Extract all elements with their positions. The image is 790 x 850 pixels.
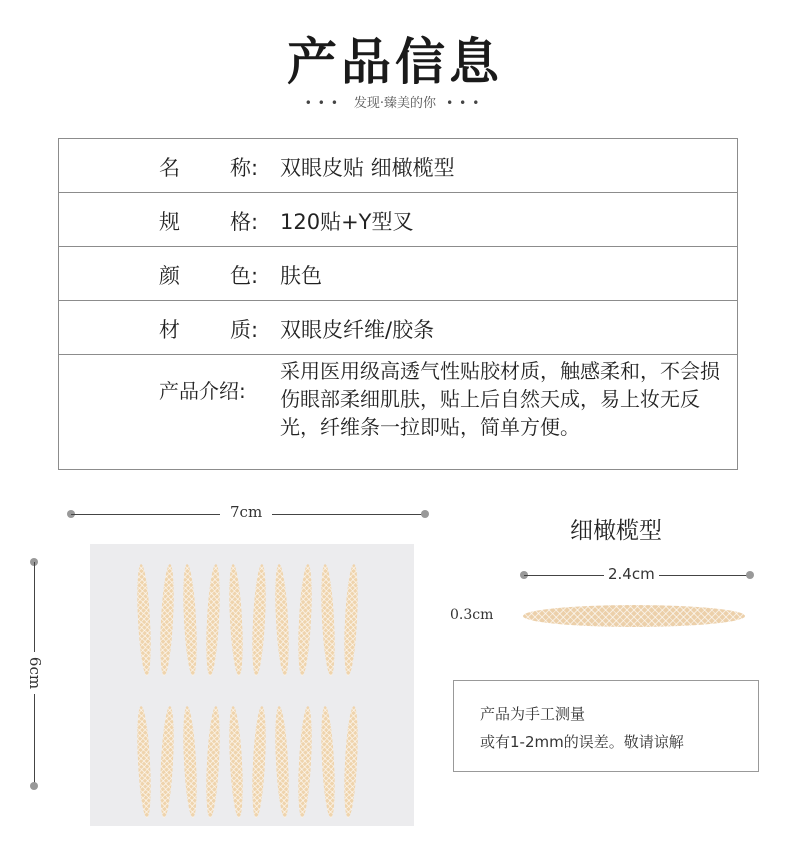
eyelid-strip <box>342 706 360 818</box>
subtitle-text: 发现·臻美的你 <box>353 96 437 111</box>
sheet-height-label: 6cm <box>22 652 48 694</box>
eyelid-strip <box>342 564 360 676</box>
eyelid-strip <box>319 564 337 676</box>
spec-value-size: 120贴+Y型叉 <box>280 210 414 234</box>
spec-label-intro: 产品介绍: <box>159 379 246 403</box>
height-dim-dot-bottom <box>30 782 38 790</box>
dots-left-decoration: ••• <box>304 96 344 110</box>
eyelid-strip <box>135 564 153 676</box>
spec-value-intro: 采用医用级高透气性贴胶材质，触感柔和，不会损伤眼部柔细肌肤，贴上后自然天成，易上妆无反光，纤维条一拉即贴，简单方便。 <box>280 359 720 439</box>
note-line-1: 产品为手工测量 <box>480 705 586 723</box>
spec-row-color <box>59 247 737 301</box>
eyelid-strip <box>250 706 268 818</box>
eyelid-strip <box>158 564 176 676</box>
spec-row-material <box>59 301 737 355</box>
eyelid-strip <box>204 564 222 676</box>
sheet-width-label: 7cm <box>220 503 272 521</box>
eyelid-strip <box>273 564 291 676</box>
eyelid-strip <box>227 706 245 818</box>
measurement-note-box <box>453 680 759 772</box>
spec-label-material: 材 质: <box>159 318 259 342</box>
spec-row-intro <box>59 355 737 469</box>
eyelid-strip <box>158 706 176 818</box>
eyelid-strip <box>296 706 314 818</box>
eyelid-strip <box>319 706 337 818</box>
spec-value-material: 双眼皮纤维/胶条 <box>280 318 435 342</box>
eyelid-strip <box>296 564 314 676</box>
spec-label-size: 规 格: <box>159 210 259 234</box>
eyelid-strip <box>135 706 153 818</box>
eyelid-strip <box>227 564 245 676</box>
length-dim-dot-right <box>746 571 754 579</box>
page-title: 产品信息 <box>287 33 503 91</box>
eyelid-strip <box>181 706 199 818</box>
strip-width-label: 0.3cm <box>450 607 494 623</box>
dots-right-decoration: ••• <box>446 96 486 110</box>
eyelid-strip <box>250 564 268 676</box>
note-line-2: 或有1-2mm的误差。敬请谅解 <box>480 733 684 751</box>
sticker-sheet-image <box>90 544 414 826</box>
eyelid-strip <box>204 706 222 818</box>
spec-row-name <box>59 139 737 193</box>
spec-label-color: 颜 色: <box>159 264 259 288</box>
strip-length-label: 2.4cm <box>604 565 659 583</box>
product-info-table <box>58 138 738 470</box>
shape-name-title: 细橄榄型 <box>570 518 662 544</box>
olive-strip-closeup <box>523 605 745 627</box>
spec-value-color: 肤色 <box>280 264 322 288</box>
spec-label-name: 名 称: <box>159 156 259 180</box>
spec-row-size <box>59 193 737 247</box>
eyelid-strip <box>273 706 291 818</box>
eyelid-strip <box>181 564 199 676</box>
width-dim-dot-right <box>421 510 429 518</box>
spec-value-name: 双眼皮贴 细橄榄型 <box>280 156 455 180</box>
page-subtitle <box>0 92 790 111</box>
